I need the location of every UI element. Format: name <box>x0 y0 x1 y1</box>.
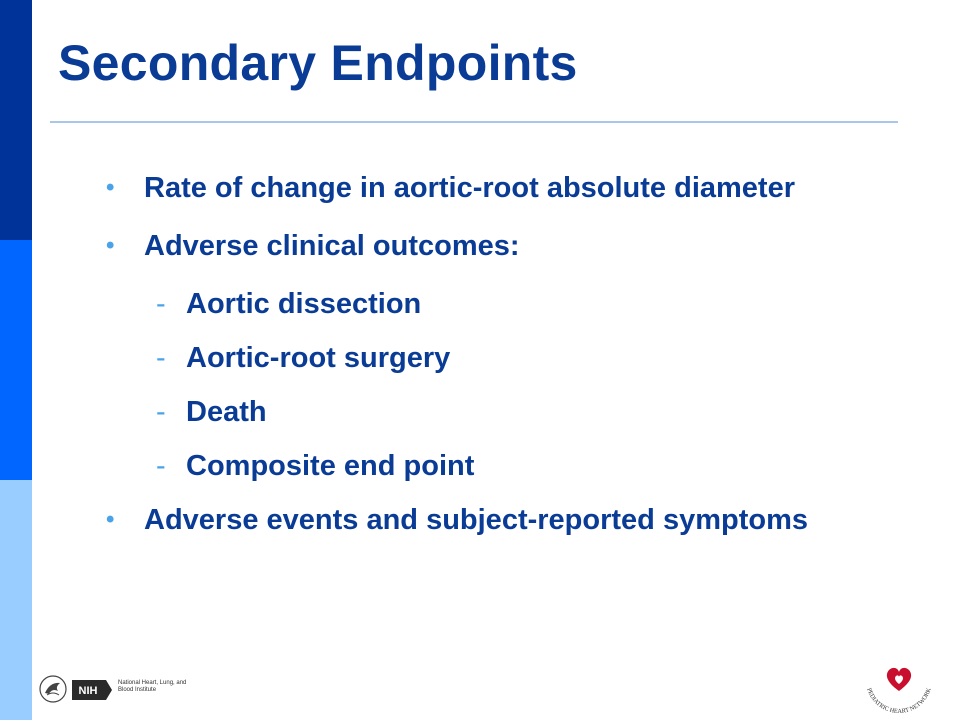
nih-institute-text: National Heart, Lung, and Blood Institute <box>118 680 187 693</box>
sub-bullet-item <box>106 448 866 484</box>
accent-bar-light <box>0 480 32 720</box>
bullet-list <box>106 170 866 560</box>
network-logo-textpath: PEDIATRIC HEART NETWORK <box>865 687 933 716</box>
pediatric-heart-network-logo <box>858 658 940 718</box>
bullet-marker: • <box>106 174 115 201</box>
sub-bullet-text: Aortic-root surgery <box>186 342 451 374</box>
sub-bullet-item <box>106 286 866 322</box>
accent-bar-mid <box>0 240 32 480</box>
sub-bullet-item <box>106 394 866 430</box>
slide-title: Secondary Endpoints <box>58 35 578 91</box>
sub-bullet-item <box>106 340 866 376</box>
bullet-item <box>106 228 866 264</box>
left-accent-bar <box>0 0 32 720</box>
bullet-text: Rate of change in aortic-root absolute diameter <box>144 172 795 204</box>
sub-bullet-marker: - <box>156 396 166 428</box>
title-divider <box>50 121 898 123</box>
sub-bullet-text: Aortic dissection <box>186 288 422 320</box>
nih-logo-icon <box>72 680 112 700</box>
sub-bullet-marker: - <box>156 450 166 482</box>
bullet-marker: • <box>106 232 115 259</box>
hhs-eagle-icon <box>38 674 68 704</box>
bullet-item <box>106 502 866 538</box>
heart-logo-icon <box>887 668 911 691</box>
bullet-marker: • <box>106 506 115 533</box>
bullet-text: Adverse clinical outcomes: <box>144 230 520 262</box>
footer-sponsor-logos <box>38 672 187 712</box>
nih-badge-text: NIH <box>78 685 98 697</box>
sub-bullet-marker: - <box>156 288 166 320</box>
accent-bar-dark <box>0 0 32 240</box>
sub-bullet-text: Composite end point <box>186 450 475 482</box>
sub-bullet-text: Death <box>186 396 267 428</box>
bullet-item <box>106 170 866 206</box>
sub-bullet-marker: - <box>156 342 166 374</box>
bullet-text: Adverse events and subject-reported symptoms <box>144 504 808 536</box>
